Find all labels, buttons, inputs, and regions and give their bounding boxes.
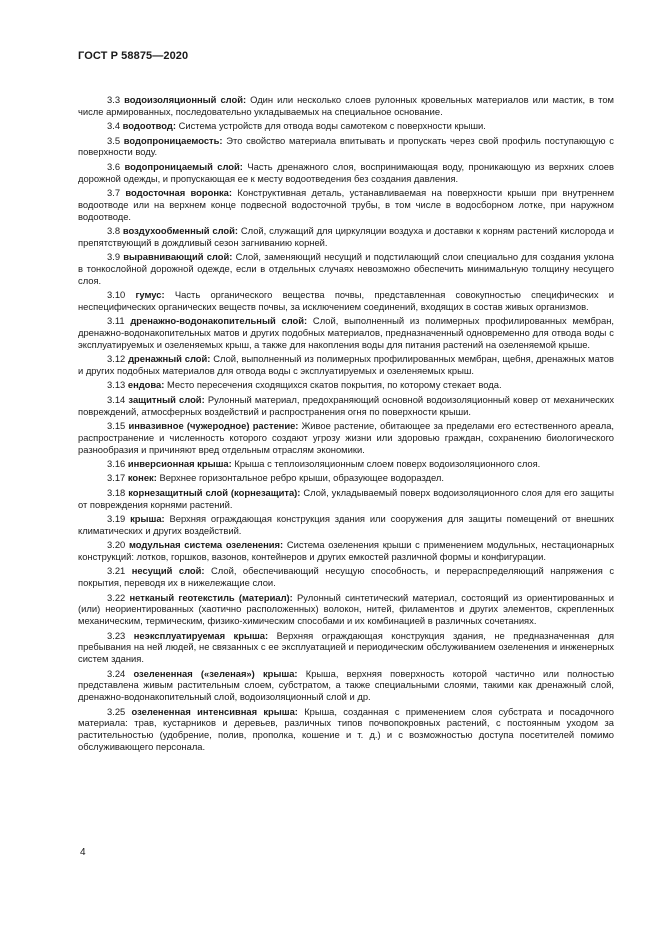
term-entry: [78, 592, 614, 627]
term-number: 3.6: [107, 160, 121, 172]
term-name: неэксплуатируемая крыша:: [133, 629, 269, 641]
term-entry: [78, 120, 614, 132]
term-name: гумус:: [135, 289, 165, 301]
term-name: крыша:: [130, 513, 165, 524]
term-definition: Верхнее горизонтальное ребро крыши, образующее водораздел.: [159, 472, 445, 484]
term-definition: Система озеленения крыши с применением модульных, нестационарных конструкций: лотков, горшков, вазонов, контейнеров и других емкостей различной формы и конфигурации.: [78, 539, 615, 562]
term-number: 3.10: [107, 289, 126, 301]
term-number: 3.15: [107, 420, 126, 432]
term-number: 3.12: [107, 353, 126, 365]
term-number: 3.5: [107, 134, 121, 146]
term-name: конек:: [127, 472, 157, 484]
term-entry: [78, 706, 614, 753]
term-name: выравнивающий слой:: [123, 251, 233, 263]
term-definition: Верхняя ограждающая конструкция здания или сооружения для защиты помещений от внешних климатических и других воздействий.: [78, 513, 614, 536]
term-name: водопроницаемый слой:: [124, 160, 243, 172]
term-definition: Крыша, созданная с применением слоя субстрата и посадочного материала: трав, кустарников и деревьев, различных типов почвопокровных растений, с постоянным уходом за растительностью (удобрение, полив, прополка, кошение и т. д.) и с возможностью доступа посетителей помимо обслуживающего персонала.: [78, 705, 615, 752]
term-definition: Часть органического вещества почвы, представленная совокупностью специфических и неспецифических органических веществ почвы, за исключением соединений, входящих в состав живых организмов.: [78, 289, 614, 312]
document-header: ГОСТ Р 58875—2020: [78, 50, 189, 62]
term-definition: Рулонный материал, предохраняющий основной водоизоляционный ковер от механических повреждений, атмосферных воздействий и распространения огня по поверхности крыши.: [78, 393, 615, 417]
term-definition: Слой, выполненный из полимерных профилированных мембран, дренажно-водонакопительных матов и других подобных материалов, предназначенный одновременно для отвода воды с эксплуатируемых и озеленяемых крыш, а также для накопления воды для питания растений на озеленяемой крыше.: [78, 315, 614, 350]
term-name: водопроницаемость:: [123, 134, 223, 146]
term-definition: Живое растение, обитающее за пределами его естественного ареала, распространение и численность которого создают угрозу жизни или здоровью граждан, сохранению биологического разнообразия и причиняют вред отдельным отраслям экономики.: [78, 420, 615, 455]
term-entry: [78, 668, 614, 703]
term-number: 3.21: [107, 565, 126, 577]
term-name: водосточная воронка:: [125, 186, 233, 198]
term-definition: Верхняя ограждающая конструкция здания, не предназначенная для пребывания на ней людей, не связанных с ее эксплуатацией и периодическим обслуживанием озеленения и инженерных систем здания.: [78, 629, 615, 665]
term-entry: [78, 161, 614, 185]
page-number: 4: [80, 847, 86, 858]
term-definition: Слой, обеспечивающий несущую способность, и перераспределяющий напряжения с покрытия, переводя их в нижележащие слои.: [78, 565, 615, 589]
term-number: 3.14: [107, 393, 126, 405]
terms-list: [78, 94, 614, 755]
term-number: 3.22: [107, 591, 126, 603]
term-entry: [78, 94, 614, 118]
term-definition: Это свойство материала впитывать и пропускать через свой профиль поступающую с поверхности воду.: [78, 134, 614, 158]
term-entry: [78, 394, 614, 418]
term-number: 3.13: [107, 379, 126, 391]
term-number: 3.20: [107, 539, 126, 551]
term-entry: [78, 472, 614, 484]
term-entry: [78, 353, 614, 377]
term-entry: [78, 420, 614, 455]
term-name: водоизоляционный слой:: [124, 94, 247, 105]
term-definition: Крыша, верхняя поверхность которой частично или полностью представлена живым растительным слоем, субстратом, а также специальными слоями, такими как дренажный слой, дренажно-водонакопительный слой, водоизоляционный слой и др.: [78, 667, 614, 703]
term-entry: [78, 630, 614, 665]
term-number: 3.17: [107, 472, 126, 484]
term-number: 3.24: [107, 667, 126, 679]
term-number: 3.25: [107, 705, 126, 717]
term-definition: Слой, укладываемый поверх водоизоляционного слоя для его защиты от повреждения корнями растений.: [78, 486, 615, 510]
term-entry: [78, 487, 614, 511]
term-number: 3.23: [107, 629, 126, 641]
term-name: корнезащитный слой (корнезащита):: [128, 486, 301, 498]
term-name: ендова:: [127, 379, 165, 391]
term-name: водоотвод:: [122, 120, 176, 132]
term-definition: Рулонный синтетический материал, состоящий из ориентированных и (или) неориентированных (хаотично расположенных) волокон, нитей, филаментов и других элементов, скрепленных механическим, термическим, физико-химическим способами и их комбинацией в различных сочетаниях.: [78, 591, 615, 627]
term-definition: Слой, заменяющий несущий и подстилающий слои специально для создания уклона в тонкослойной дорожной одежде, если в отдельных случаях невозможно обеспечить минимальную толщину несущего слоя.: [78, 251, 615, 286]
term-number: 3.7: [107, 186, 121, 198]
term-number: 3.4: [107, 120, 121, 132]
term-entry: [78, 251, 614, 286]
term-name: воздухообменный слой:: [122, 224, 239, 236]
term-name: защитный слой:: [128, 393, 205, 405]
term-name: модульная система озеленения:: [128, 539, 284, 551]
term-entry: [78, 539, 614, 563]
term-number: 3.18: [107, 486, 126, 498]
term-definition: Один или несколько слоев рулонных кровельных материалов или мастик, в том числе армированных, последовательно укладываемых на специальное основание.: [78, 94, 614, 117]
term-entry: [78, 458, 614, 470]
term-number: 3.11: [107, 315, 125, 327]
term-name: инверсионная крыша:: [127, 458, 232, 470]
term-name: озелененная интенсивная крыша:: [131, 705, 298, 717]
term-definition: Слой, выполненный из полимерных профилированных мембран, щебня, дренажных матов и других подобных материалов для отвода воды с эксплуатируемых и озеленяемых крыш.: [78, 353, 614, 377]
term-name: дренажный слой:: [128, 353, 211, 365]
term-entry: [78, 187, 614, 222]
term-definition: Крыша с теплоизоляционным слоем поверх водоизоляционного слоя.: [234, 458, 541, 470]
term-number: 3.9: [107, 251, 121, 263]
term-entry: [78, 315, 614, 350]
term-name: несущий слой:: [131, 565, 205, 577]
term-entry: [78, 225, 614, 249]
term-name: озелененная («зеленая») крыша:: [133, 667, 298, 679]
term-definition: Часть дренажного слоя, воспринимающая воду, проникающую из верхних слоев дорожной одежды, и пропускающая ее к месту водоотведения без создания давления.: [78, 160, 614, 184]
term-definition: Конструктивная деталь, устанавливаемая на поверхности крыши при внутреннем водоотводе или на верхнем конце подвесной водосточной трубы, в том числе в водосборном лотке, при наружном водоотводе.: [78, 186, 615, 222]
term-entry: [78, 565, 614, 589]
term-definition: Место пересечения сходящихся скатов покрытия, по которому стекает вода.: [167, 379, 502, 391]
term-number: 3.8: [107, 224, 121, 236]
term-definition: Слой, служащий для циркуляции воздуха и доставки к корням растений кислорода и препятствующий в дождливый сезон загниванию корней.: [78, 224, 614, 248]
term-name: дренажно-водонакопительный слой:: [130, 315, 308, 327]
term-entry: [78, 513, 614, 537]
term-number: 3.3: [107, 94, 121, 105]
term-entry: [78, 135, 614, 159]
term-name: инвазивное (чужеродное) растение:: [128, 420, 299, 432]
term-entry: [78, 289, 614, 313]
term-number: 3.16: [107, 458, 126, 470]
term-number: 3.19: [107, 513, 126, 524]
term-definition: Система устройств для отвода воды самотеком с поверхности крыши.: [178, 120, 486, 132]
term-name: нетканый геотекстиль (материал):: [129, 591, 293, 603]
term-entry: [78, 379, 614, 391]
